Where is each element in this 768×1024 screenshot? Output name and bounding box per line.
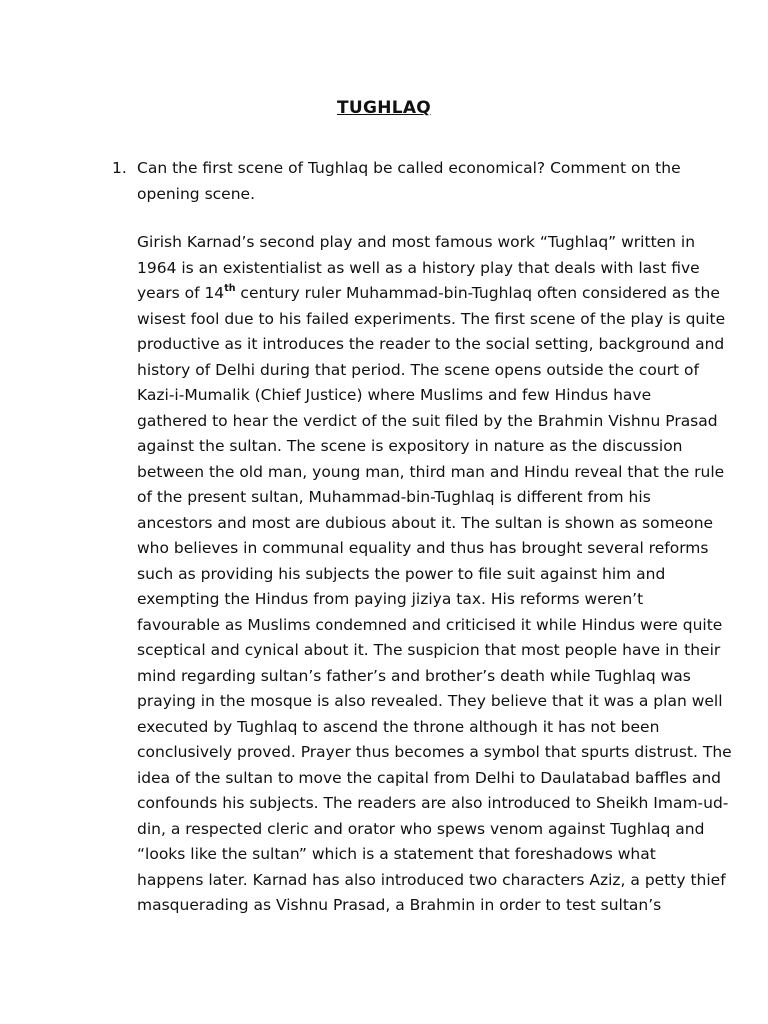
answer-line: mind regarding sultan’s father’s and brother’s death while Tughlaq was [137,666,691,685]
answer-line: din, a respected cleric and orator who spews venom against Tughlaq and [137,819,705,838]
answer-line-part: century ruler Muhammad-bin-Tughlaq often considered as the [235,284,720,302]
answer-line: executed by Tughlaq to ascend the throne although it has not been [137,717,660,736]
answer-paragraph [137,230,732,919]
question-number: 1. [112,159,127,177]
answer-line: who believes in communal equality and thus has brought several reforms [137,539,709,557]
answer-line: idea of the sultan to move the capital from Delhi to Daulatabad baffles and [137,768,721,787]
answer-line: against the sultan. The scene is expository in nature as the discussion [137,437,683,455]
answer-line: masquerading as Vishnu Prasad, a Brahmin in order to test sultan’s [137,896,662,914]
answer-line: Girish Karnad’s second play and most famous work “Tughlaq” written in [137,233,696,251]
answer-line-part: years of 14 [137,284,225,302]
answer-line: favourable as Muslims condemned and criticised it while Hindus were quite [137,615,723,634]
answer-line: conclusively proved. Prayer thus becomes a symbol that spurts distrust. The [137,743,732,761]
answer-line: praying in the mosque is also revealed. They believe that it was a plan well [137,692,723,710]
answer-line [137,281,720,307]
answer-line: between the old man, young man, third man and Hindu reveal that the rule [137,462,725,481]
question-text [137,156,681,207]
superscript-ordinal: th [224,282,236,294]
answer-line: happens later. Karnad has also introduced two characters Aziz, a petty thief [137,870,726,889]
answer-line: 1964 is an existentialist as well as a history play that deals with last five [137,258,700,277]
answer-line: ancestors and most are dubious about it. The sultan is shown as someone [137,513,714,532]
document-title: TUGHLAQ [336,98,432,118]
answer-line: exempting the Hindus from paying jiziya tax. His reforms weren’t [137,590,644,608]
answer-line: productive as it introduces the reader to the social setting, background and [137,335,725,353]
answer-line: Kazi-i-Mumalik (Chief Justice) where Muslims and few Hindus have [137,386,652,404]
question-line: Can the first scene of Tughlaq be called economical? Comment on the [137,159,681,177]
answer-line: such as providing his subjects the power to file suit against him and [137,564,666,583]
answer-line: sceptical and cynical about it. The suspicion that most people have in their [137,641,721,659]
question-line: opening scene. [137,184,255,203]
answer-line: gathered to hear the verdict of the suit filed by the Brahmin Vishnu Prasad [137,411,718,430]
answer-line: “looks like the sultan” which is a statement that foreshadows what [137,845,656,863]
answer-line: history of Delhi during that period. The scene opens outside the court of [137,360,699,379]
answer-line: confounds his subjects. The readers are also introduced to Sheikh Imam-ud- [137,794,729,812]
answer-line: wisest fool due to his failed experiments. The first scene of the play is quite [137,309,726,328]
answer-line: of the present sultan, Muhammad-bin-Tughlaq is different from his [137,488,651,506]
